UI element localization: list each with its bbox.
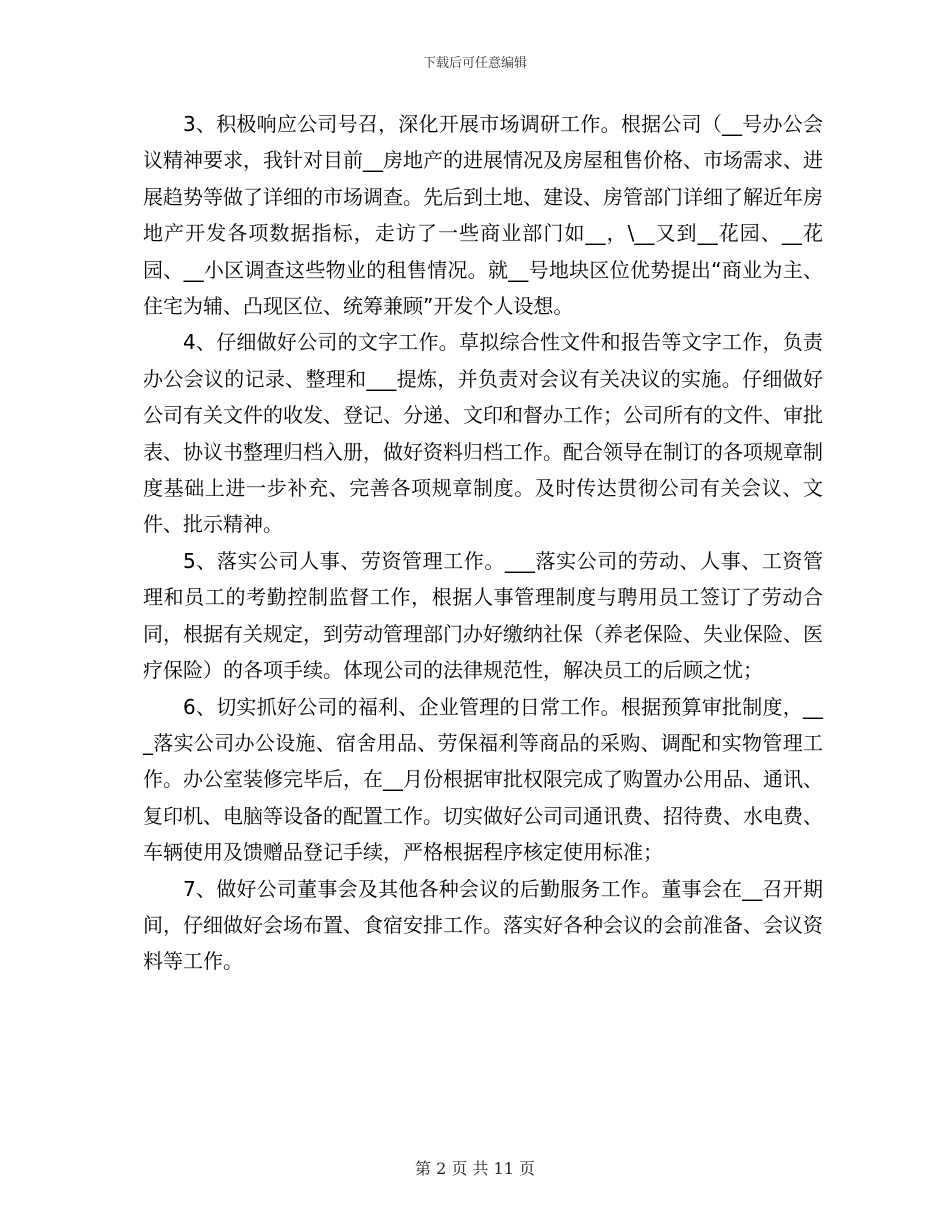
paragraph-item-5: 5、落实公司人事、劳资管理工作。___落实公司的劳动、人事、工资管理和员工的考勤控制监督工作，根据人事管理制度与聘用员工签订了劳动合同，根据有关规定，到劳动管理部门办好缴纳社保（养老保险、失业保险、医疗保险）的各项手续。体现公司的法律规范性，解决员工的后顾之忧； — [143, 548, 823, 683]
document-body — [143, 106, 823, 980]
paragraph-item-6: 6、切实抓好公司的福利、企业管理的日常工作。根据预算审批制度，___落实公司办公设施、宿舍用品、劳保福利等商品的采购、调配和实物管理工作。办公室装修完毕后，在__月份根据审批权限完成了购置办公用品、通讯、复印机、电脑等设备的配置工作。切实做好公司司通讯费、招待费、水电费、车辆使用及馈赠品登记手续，严格根据程序核定使用标准； — [143, 694, 823, 865]
paragraph-item-4: 4、仔细做好公司的文字工作。草拟综合性文件和报告等文字工作，负责办公会议的记录、整理和___提炼，并负责对会议有关决议的实施。仔细做好公司有关文件的收发、登记、分递、文印和督办工作；公司所有的文件、审批表、协议书整理归档入册，做好资料归档工作。配合领导在制订的各项规章制度基础上进一步补充、完善各项规章制度。及时传达贯彻公司有关会议、文件、批示精神。 — [143, 330, 823, 537]
page-header-note: 下载后可任意编辑 — [422, 56, 527, 71]
paragraph-item-7: 7、做好公司董事会及其他各种会议的后勤服务工作。董事会在__召开期间，仔细做好会场布置、食宿安排工作。落实好各种会议的会前准备、会议资料等工作。 — [143, 876, 823, 974]
paragraph-item-3: 3、积极响应公司号召，深化开展市场调研工作。根据公司（__号办公会议精神要求，我针对目前__房地产的进展情况及房屋租售价格、市场需求、进展趋势等做了详细的市场调查。先后到土地、建设、房管部门详细了解近年房地产开发各项数据指标，走访了一些商业部门如__，\__又到__花园、__花园、__小区调查这些物业的租售情况。就__号地块区位优势提出“商业为主、住宅为辅、凸现区位、统筹兼顾”开发个人设想。 — [143, 112, 823, 319]
page-number: 第 2 页 共 11 页 — [415, 1159, 535, 1178]
